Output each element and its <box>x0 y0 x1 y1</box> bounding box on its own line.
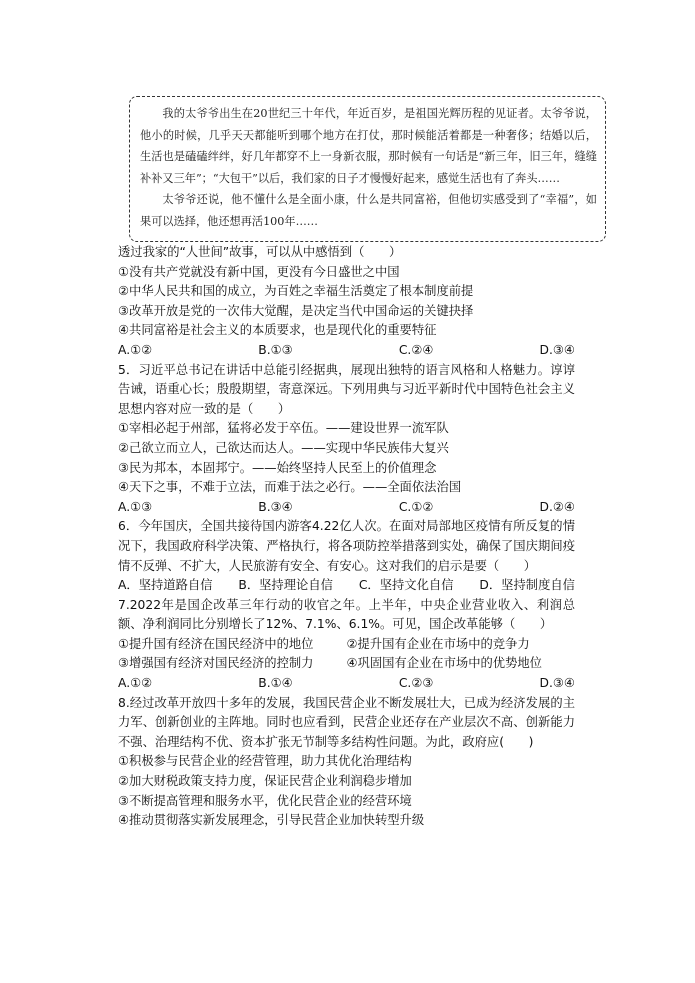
q5-option-b: B.③④ <box>258 499 293 514</box>
q5-option-d: D.②④ <box>539 499 575 514</box>
story-paragraph-2: 太爷爷还说，他不懂什么是全面小康，什么是共同富裕，但他切实感受到了“幸福”，如果可以选择，他还想再活100年…… <box>140 193 597 228</box>
q7-item-2: ②提升国有企业在市场中的竞争力 <box>346 636 530 651</box>
q6-option-c: C．坚持文化自信 <box>358 578 454 593</box>
q6-options <box>118 576 575 596</box>
q8-item-1: ①积极参与民营企业的经营管理，助力其优化治理结构 <box>118 754 412 769</box>
story-text-box <box>129 96 606 242</box>
q4-option-c: C.②④ <box>398 342 434 357</box>
q7-items-row-1 <box>118 635 575 655</box>
q7-item-4: ④巩固国有企业在市场中的优势地位 <box>346 656 542 671</box>
q4-item-3: ③改革开放是党的一次伟大觉醒，是决定当代中国命运的关键抉择 <box>118 303 474 318</box>
q5-option-a: A.①③ <box>118 499 153 514</box>
q5-item-3: ③民为邦本，本固邦宁。——始终坚持人民至上的价值理念 <box>118 460 437 475</box>
q7-option-d: D.③④ <box>539 676 575 691</box>
q5-item-2: ②己欲立而立人，己欲达而达人。——实现中华民族伟大复兴 <box>118 440 449 455</box>
q6-option-a: A．坚持道路自信 <box>118 578 213 593</box>
q4-option-b: B.①③ <box>258 342 293 357</box>
q6-option-b: B．坚持理论自信 <box>238 578 333 593</box>
q7-option-b: B.①④ <box>258 676 293 691</box>
q7-items-row-2 <box>118 654 575 674</box>
q6-option-d: D．坚持制度自信 <box>479 578 575 593</box>
q7-stem: 7.2022年是国企改革三年行动的收官之年。上半年，中央企业营业收入、利润总额、净利润同比分别增长了12%、7.1%、6.1%。可见，国企改革能够（ ） <box>118 597 575 632</box>
q8-item-4: ④推动贯彻落实新发展理念，引导民营企业加快转型升级 <box>118 813 425 828</box>
q4-item-4: ④共同富裕是社会主义的本质要求，也是现代化的重要特征 <box>118 323 437 338</box>
q7-options <box>118 674 575 694</box>
q5-options <box>118 498 575 518</box>
q5-option-c: C.①② <box>398 499 434 514</box>
questions-area <box>118 243 575 831</box>
q7-item-1: ①提升国有经济在国民经济中的地位 <box>118 636 314 651</box>
q8-item-3: ③不断提高管理和服务水平，优化民营企业的经营环境 <box>118 793 412 808</box>
q5-item-4: ④天下之事，不难于立法，而难于法之必行。——全面依法治国 <box>118 480 462 495</box>
q5-item-1: ①宰相必起于州部，猛将必发于卒伍。——建设世界一流军队 <box>118 421 449 436</box>
q4-item-2: ②中华人民共和国的成立，为百姓之幸福生活奠定了根本制度前提 <box>118 284 474 299</box>
q5-stem: 5．习近平总书记在讲话中总能引经据典，展现出独特的语言风格和人格魅力。谆谆告诫，语重心长；殷殷期望，寄意深远。下列用典与习近平新时代中国特色社会主义思想内容对应一致的是（ ） <box>118 362 575 416</box>
q4-option-a: A.①② <box>118 342 153 357</box>
q8-stem: 8.经过改革开放四十多年的发展，我国民营企业不断发展壮大，已成为经济发展的主力军、创新创业的主阵地。同时也应看到，民营企业还存在产业层次不高、创新能力不强、治理结构不优、资本扩张无节制等多结构性问题。为此，政府应( ) <box>118 695 575 749</box>
q4-option-d: D.③④ <box>539 342 575 357</box>
q6-stem: 6．今年国庆，全国共接待国内游客4.22亿人次。在面对局部地区疫情有所反复的情况下，我国政府科学决策、严格执行，将各项防控举措落到实处，确保了国庆期间疫情不反弹、不扩大，人民旅游有安全、有安心。这对我们的启示是要（ ） <box>118 519 575 573</box>
q4-item-1: ①没有共产党就没有新中国，更没有今日盛世之中国 <box>118 264 400 279</box>
story-paragraph-1: 我的太爷爷出生在20世纪三十年代，年近百岁，是祖国光辉历程的见证者。太爷爷说，他小的时候，几乎天天都能听到哪个地方在打仗，那时候能活着都是一种奢侈；结婚以后，生活也是磕磕绊绊，好几年都穿不上一身新衣服，那时候有一句话是“新三年，旧三年，缝缝补补又三年”；“大包干”以后，我们家的日子才慢慢好起来，感觉生活也有了奔头…… <box>140 107 597 185</box>
q7-option-a: A.①② <box>118 676 153 691</box>
q8-item-2: ②加大财税政策支持力度，保证民营企业利润稳步增加 <box>118 774 412 789</box>
q7-option-c: C.②③ <box>398 676 434 691</box>
q7-item-3: ③增强国有经济对国民经济的控制力 <box>118 656 314 671</box>
q4-options <box>118 341 575 361</box>
q4-stem: 透过我家的“人世间”故事，可以从中感悟到（ ） <box>118 245 402 259</box>
